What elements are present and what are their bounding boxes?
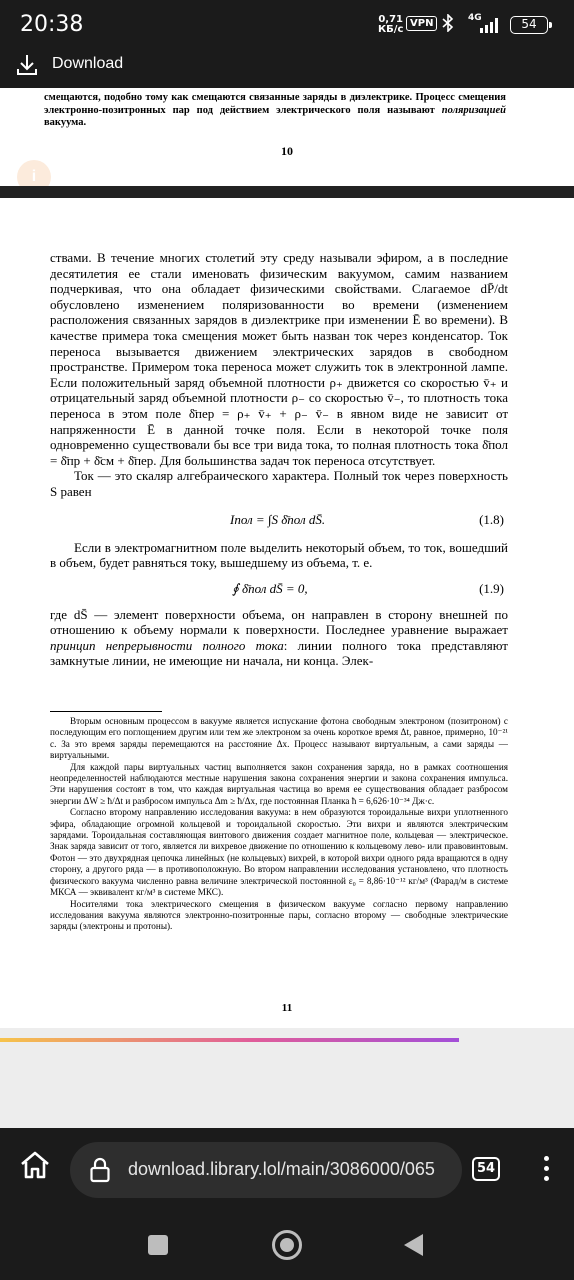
network-type: 4G <box>468 13 482 23</box>
paragraph: ствами. В течение многих столетий эту среду называли эфиром, а в последние десятилетия ее стали именовать физическим вакуумом, самим названием подчеркивая, что она обладает физическими свойствами. Слагаемое dP̄/dt обусловлено изменением поляризованности во времени (изменением расположения связанных зарядов в диэлектрике при изменении Ē во времени). В качестве примера тока смещения может быть назван ток через конденсатор. Ток переноса вызывается движением электрических зарядов в свободном пространстве. Примером тока переноса может служить ток в электронной лампе. Если положительный заряд объемной плотности ρ₊ движется со скоростью v̄₊ и отрицательный заряд объемной плотности ρ₋ со скоростью v̄₋, то плотность тока переноса в этом поле δ̄пер = ρ₊ v̄₊ + ρ₋ v̄₋ в явном виде не зависит от напряженности Ē в данной точке поля. Если в некоторой точке поля одновременно существовали бы все три вида тока, то полная плотность тока δ̄пол = δ̄пр + δ̄см + δ̄пер. Для большинства задач ток переноса отсутствует. <box>50 250 508 468</box>
formula-1-9 <box>50 571 508 607</box>
paragraph: Если в электромагнитном поле выделить некоторый объем, то ток, вошедший в объем, будет равняться току, вышедшему из объема, т. е. <box>50 539 508 571</box>
info-icon[interactable]: i <box>17 160 51 194</box>
net-speed-unit: КБ/с <box>378 24 404 35</box>
formula-number: (1.8) <box>479 511 504 527</box>
browser-toolbar <box>0 1128 574 1212</box>
net-speed-value: 0,71 <box>378 14 404 25</box>
vpn-badge: VPN <box>406 16 437 31</box>
download-title: Download <box>52 55 124 72</box>
url-bar[interactable] <box>70 1142 462 1198</box>
url-text[interactable]: download.library.lol/main/3086000/065 <box>128 1159 435 1179</box>
page-number: 11 <box>281 1002 293 1014</box>
paragraph: где dS̄ — элемент поверхности объема, он направлен в сторону внешней по отношению к объему нормали к поверхности. Последнее уравнение выражает принцип непрерывности полного тока: линии полного тока представляют замкнутые линии, не имеющие ни начала, ни конца. Элек- <box>50 606 508 669</box>
formula-number: (1.9) <box>479 580 504 596</box>
footnote: Согласно второму направлению исследования вакуума: в нем образуются тороидальные вихри уплотненного эфира, обладающие огромной кольцевой и тороидальной скоростью. Эти вихри и являются электрическим зарядами. Тороидальная составляющая винтового движения создает магнитное поле, кольцевая — электрическое. Знак заряда зависит от того, является ли вихревое движение по отношению к кольцевому лево- или правовинтовым. Фотон — это двухрядная цепочка линейных (не кольцевых) вихрей, в которой вихри одного ряда вращаются в одну сторону, а другого ряда — в противоположную. Во втором направлении исследования установлено, что плотность физического вакуума численно равна величине электрической постоянной ε₀ = 8,86·10⁻¹² кг/м³ (Фарад/м в системе МКСА — эквивалент кг/м³ в системе МКС). <box>50 807 508 898</box>
page-separator <box>0 186 574 198</box>
formula-expression: ∮ δ̄пол dS̄ = 0, <box>232 580 308 596</box>
back-button[interactable] <box>404 1234 423 1256</box>
footnote: Для каждой пары виртуальных частиц выполняется закон сохранения заряда, но в рамках соотношения неопределенностей наблюдаются местные нарушения закона сохранения энергии и закона сохранения импульса. Эти нарушения состоят в том, что каждая виртуальная частица во время ее существования обладает разбросом энергии ΔW ≥ ħ/Δt и разбросом импульса Δm ≥ ħ/Δx, где постоянная Планка ħ = 6,626·10⁻³⁴ Дж·с. <box>50 761 508 806</box>
recent-apps-button[interactable] <box>148 1235 168 1255</box>
bluetooth-icon <box>442 14 454 37</box>
home-button[interactable] <box>272 1230 302 1260</box>
footnotes <box>50 716 508 933</box>
more-vert-icon[interactable] <box>536 1156 556 1186</box>
download-icon <box>14 52 40 78</box>
net-speed <box>378 15 403 35</box>
page-11-body <box>50 250 508 669</box>
tab-switcher-button[interactable]: 54 <box>472 1157 500 1181</box>
footnote-rule <box>50 711 162 712</box>
page-number: 10 <box>281 144 293 158</box>
formula-1-8 <box>50 500 508 540</box>
status-time: 20:38 <box>20 12 84 37</box>
formula-expression: Iпол = ∫S δ̄пол dS̄. <box>230 511 326 527</box>
paragraph: Ток — это скаляр алгебраического характера. Полный ток через поверхность S равен <box>50 468 508 499</box>
home-icon[interactable] <box>18 1148 52 1182</box>
status-bar <box>0 0 574 50</box>
footnote: Носителями тока электрического смещения в физическом вакууме согласно первому направлению исследования вакуума являются электронно-позитронные пары, согласно второму — свободные электрические заряды (электроны и протоны). <box>50 898 508 932</box>
page-margin <box>0 1028 574 1128</box>
lock-icon[interactable] <box>90 1157 110 1183</box>
signal-icon <box>478 17 502 33</box>
document-viewer[interactable] <box>0 88 574 1128</box>
page-10-fragment: смещаются, подобно тому как смещаются связанные заряды в диэлектрике. Процесс смещения электронно-позитронных пар под действием электрического поля называют поляризацией вакуума. <box>44 92 506 128</box>
footnote: Вторым основным процессом в вакууме является испускание фотона свободным электроном (позитроном) с последующим его поглощением другим или тем же электроном за очень короткое время Δt, равное, примерно, 10⁻²¹ с. За это время заряды перемещаются на расстояние Δx. Процесс называют виртуальным, а сами заряды — виртуальными. <box>50 716 508 761</box>
page-load-progress <box>0 1038 459 1042</box>
system-nav-bar <box>0 1212 574 1280</box>
download-bar[interactable] <box>0 50 574 88</box>
battery-indicator: 54 <box>510 16 548 34</box>
